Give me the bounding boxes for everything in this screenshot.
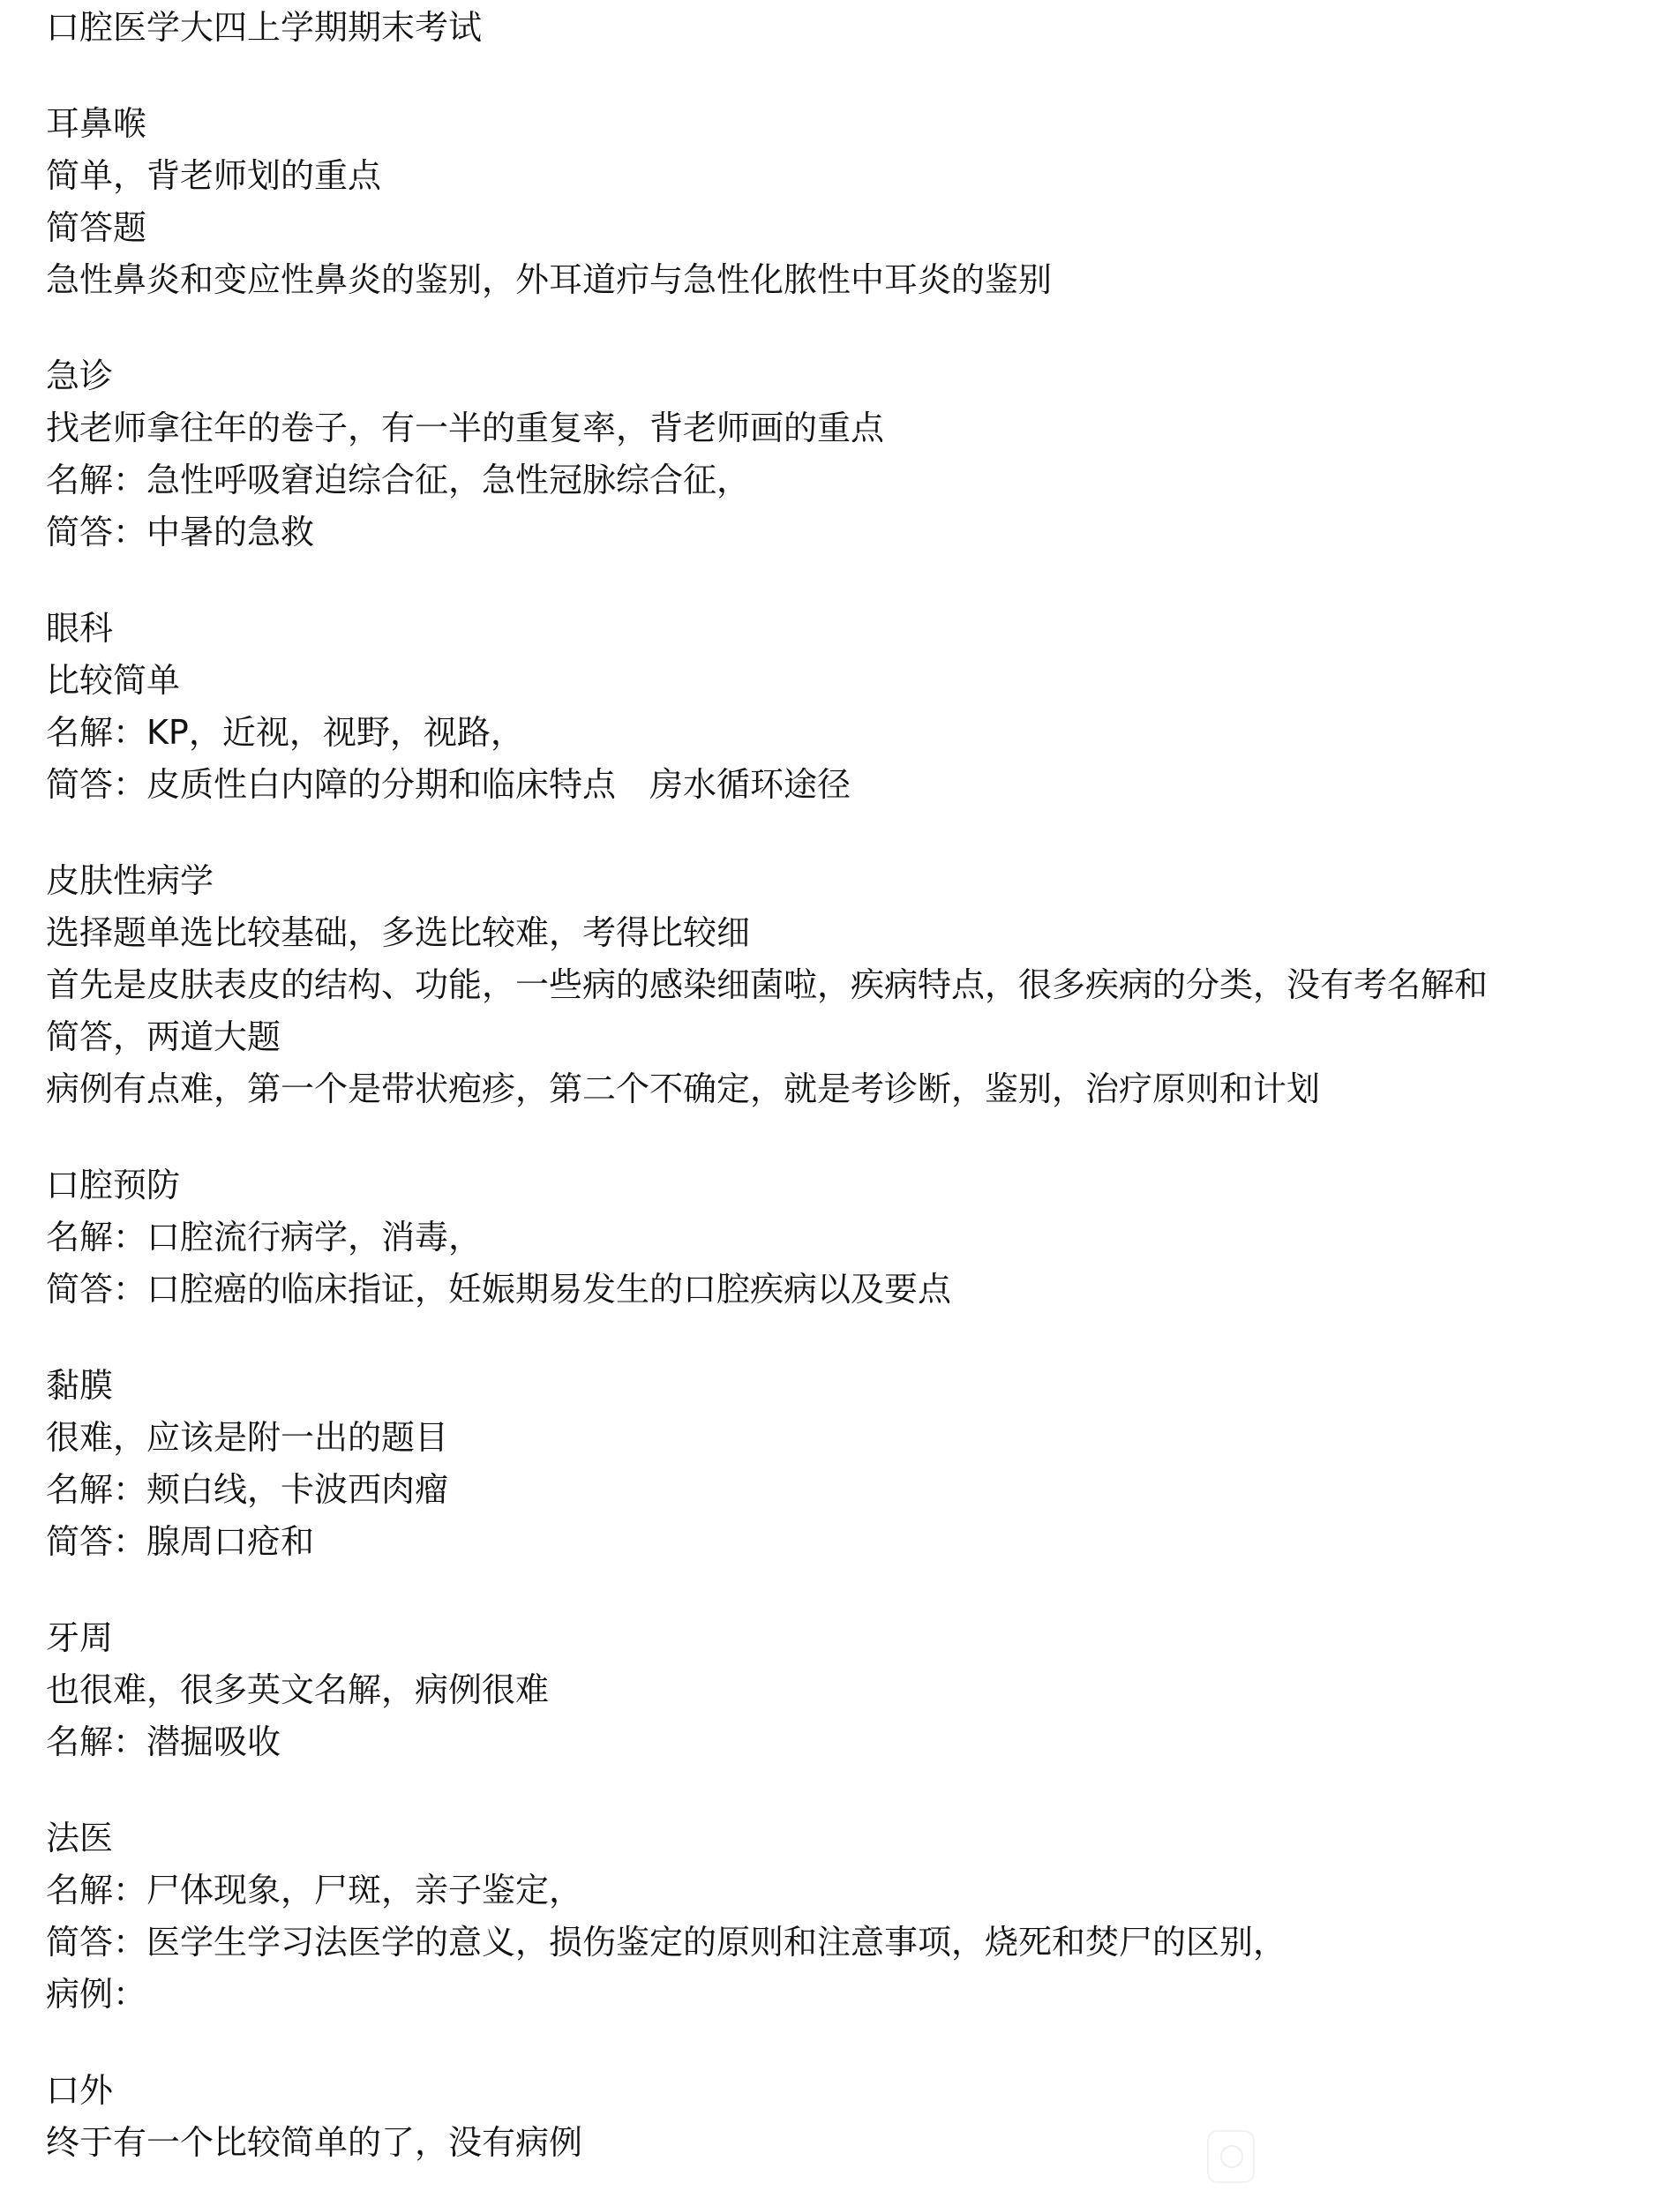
section-line: 病例： xyxy=(46,1975,147,2014)
section-line: 名解：KP，近视，视野，视路， xyxy=(46,713,524,752)
section-emergency xyxy=(46,350,1661,559)
section-forensic-medicine xyxy=(46,1812,1661,2021)
section-line: 很难，应该是附一出的题目 xyxy=(46,1418,449,1457)
section-line: 名解：尸体现象，尸斑，亲子鉴定， xyxy=(46,1871,583,1910)
section-heading: 口腔预防 xyxy=(46,1166,181,1204)
document-title: 口腔医学大四上学期期末考试 xyxy=(46,8,483,47)
section-heading: 黏膜 xyxy=(46,1366,114,1405)
section-line: 简答题 xyxy=(46,208,147,247)
section-line: 选择题单选比较基础，多选比较难，考得比较细 xyxy=(46,913,751,952)
section-oral-prevention xyxy=(46,1159,1661,1316)
section-ent xyxy=(46,98,1661,306)
section-heading: 口外 xyxy=(46,2071,114,2110)
exam-notes-document xyxy=(46,0,1661,2169)
section-line: 简答：医学生学习法医学的意义，损伤鉴定的原则和注意事项，烧死和焚尸的区别， xyxy=(46,1923,1287,1962)
section-line: 急性鼻炎和变应性鼻炎的鉴别，外耳道疖与急性化脓性中耳炎的鉴别 xyxy=(46,260,1053,299)
section-heading: 皮肤性病学 xyxy=(46,861,214,900)
section-line: 终于有一个比较简单的了，没有病例 xyxy=(46,2123,583,2162)
section-line: 找老师拿往年的卷子，有一半的重复率，背老师画的重点 xyxy=(46,409,885,447)
section-line: 简答，两道大题 xyxy=(46,1017,281,1056)
section-oral-surgery xyxy=(46,2065,1661,2169)
section-line: 名解：颊白线，卡波西肉瘤 xyxy=(46,1470,449,1509)
watermark-logo-icon xyxy=(1207,2130,1255,2183)
section-heading: 眼科 xyxy=(46,609,114,648)
section-line: 比较简单 xyxy=(46,661,181,700)
section-line: 名解：口腔流行病学，消毒， xyxy=(46,1218,483,1257)
section-dermatology xyxy=(46,855,1661,1115)
section-line: 病例有点难，第一个是带状疱疹，第二个不确定，就是考诊断，鉴别，治疗原则和计划 xyxy=(46,1069,1321,1108)
section-heading: 牙周 xyxy=(46,1618,114,1657)
section-line: 简答：腺周口疮和 xyxy=(46,1522,315,1561)
section-heading: 急诊 xyxy=(46,356,114,395)
section-line: 简答：中暑的急救 xyxy=(46,513,315,552)
section-oral-mucosa xyxy=(46,1360,1661,1568)
section-line: 名解：潜掘吸收 xyxy=(46,1722,281,1761)
section-line: 简单，背老师划的重点 xyxy=(46,156,382,195)
section-line: 名解：急性呼吸窘迫综合征，急性冠脉综合征， xyxy=(46,461,751,499)
section-heading: 耳鼻喉 xyxy=(46,104,147,143)
section-line: 也很难，很多英文名解，病例很难 xyxy=(46,1670,550,1709)
section-line: 首先是皮肤表皮的结构、功能，一些病的感染细菌啦，疾病特点，很多疾病的分类，没有考名解和 xyxy=(46,965,1489,1004)
section-line: 简答：口腔癌的临床指证，妊娠期易发生的口腔疾病以及要点 xyxy=(46,1270,952,1309)
section-line: 简答：皮质性白内障的分期和临床特点 房水循环途径 xyxy=(46,765,851,804)
section-heading: 法医 xyxy=(46,1819,114,1857)
section-periodontics xyxy=(46,1612,1661,1768)
section-ophthalmology xyxy=(46,603,1661,811)
